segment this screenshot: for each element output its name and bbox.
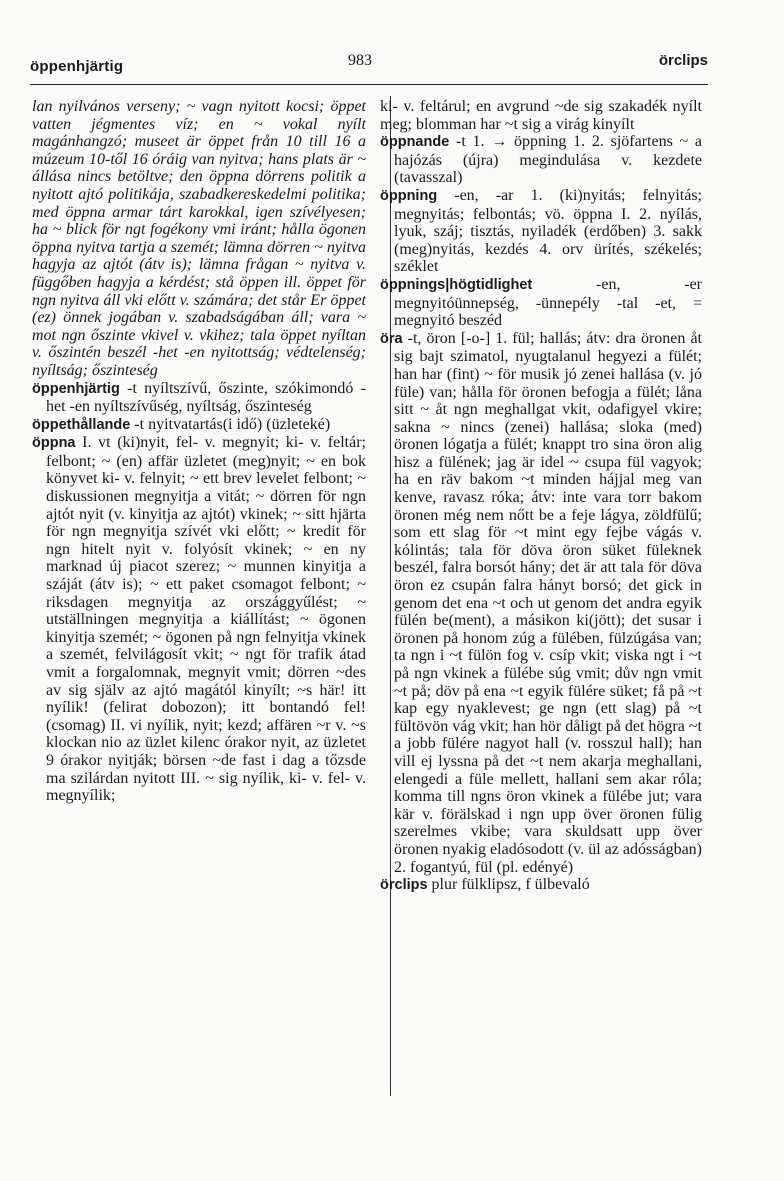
header-rule <box>30 84 708 85</box>
entry-body: -t, öron [-o-] 1. fül; hallás; átv: dra öronen åt sig bajt szimatol, nyugtalanul hegyezi a fülét; han har (fint) ~ för musik jó zenei hallása (v. jó füle) van; hålla för öronen befogja a fülét; låna sitt ~ åt ngn meghallgat vkit, odafigyel vkire; sakna ~ nincs (zenei) hallása; sloka (med) öronen lógatja a fülét; knappt tro sina öron alig hisz a fülének; jag är idel ~ csupa fül vagyok; ha en räv bakom ~t minden hájjal meg van kenve, ravasz róka; átv: inte vara torr bakom öronen még nem nőtt be a feje lágya, zöldfülű; som ett slag för ~t mint egy fejbe vágás v. kólintás; tala för döva öron süket füleknek beszél, falra borsót hány; det är att tala för döva öron ez csupán falra hányt borsó; det gick in genom det ena ~t och ut genom det andra egyik fülén be(ment), a másikon ki(jött); det susar i öronen på honom zúg a fülében, fülzúgása van; ta ngn i ~t fülön fog v. csíp vkit; viska ngt i ~t på ngn vkinek a fülébe súg vmit; dův ngn vmit ~t på; döv på ena ~t egyik fülére süket; få på ~t kap egy nyaklevest; ge ngn (ett slag) på ~t fültövön vág vkit; han hör dåligt på det högra ~t a jobb fülére nagyot hall (v. rosszul hall); han vill ej lyssna på det ~t nem akarja meghallani, elengedi a füle mellett, hallani sem akar róla; komma till ngns öron vkinek a fülébe jut; vara kär v. förälskad i ngn upp över öronen fülig szerelmes vkibe; vara skuldsatt upp över öronen nyakig eladósodott (v. ül az adósságban) 2. fogantyú, fül (pl. edényé) <box>394 329 702 876</box>
dictionary-entry <box>380 187 702 276</box>
dictionary-entry <box>32 98 366 380</box>
dictionary-entry <box>32 380 366 416</box>
guide-word-right: örclips <box>658 52 708 69</box>
headword: öppethållande <box>32 416 131 433</box>
right-column <box>380 98 702 895</box>
headword: öppning <box>380 187 438 204</box>
page-number: 983 <box>348 52 372 69</box>
headword: öppenhjärtig <box>32 380 120 397</box>
dictionary-entry <box>380 98 702 133</box>
dictionary-entry <box>32 434 366 804</box>
entry-body: -t nyitvatartás(i idő) (üzleteké) <box>134 415 331 433</box>
entry-body: plur fülklipsz, f ülbevaló <box>431 876 590 894</box>
left-column <box>32 98 366 805</box>
entry-body: -t nyíltszívű, őszinte, szókimondó -het -en nyíltszívűség, nyíltság, őszinteség <box>46 379 367 416</box>
dictionary-entry <box>380 133 702 187</box>
headword: öppnings|högtidlighet <box>380 276 533 293</box>
entry-body: I. vt (ki)nyit, fel- v. megnyit; ki- v. feltár; felbont; ~ (en) affär üzletet (meg)nyit; ~ en bok könyvet ki- v. felnyit; ~ ett brev levelet felbont; ~ diskussionen megnyitja a vitát; ~ dörren för ngn ajtót nyit (v. kinyitja az ajtót) vkinek; ~ sitt hjärta för ngn megnyitja szívét vki előtt; ~ kredit för ngn hitelt nyit v. folyósít vkinek; ~ en ny marknad új piacot szerez; ~ munnen kinyitja a száját (átv is); ~ ett paket csomagot felbont; ~ riksdagen megnyitja az országgyűlést; ~ utställningen megnyitja a kiállítást; ~ ögonen kinyitja szemét; ~ ögonen på ngn felnyitja vkinek a szemét, felvilágosít vkit; ~ ngt för trafik átad vmit a forgalomnak, megnyit vmit; dörren ~des av sig själv az ajtó magától kinyílt; ~s här! itt nyílik! (felirat dobozon); itt bontandó fel! (csomag) II. vi nyílik, nyit; kezd; affären ~r v. ~s klockan nio az üzlet kilenc órakor nyit, az üzletet 9 órakor nyitják; börsen ~de fast i dag a tőzsde ma szilárdan nyitott III. ~ sig nyílik, ki- v. fel- v. megnyílik; <box>46 434 366 805</box>
headword: örclips <box>380 877 428 894</box>
dictionary-entry <box>380 276 702 330</box>
headword: öppna <box>32 435 76 452</box>
dictionary-entry <box>32 416 366 435</box>
entry-body: -en, -ar 1. (ki)nyitás; felnyitás; megnyitás; felbontás; vö. öppna I. 2. nyílás, lyuk, száj; tisztás, nyiladék (erdőben) 3. sakk (meg)nyitás, kezdés 4. orv ürítés, székelés; széklet <box>394 186 703 276</box>
entry-body: ki- v. feltárul; en avgrund ~de sig szakadék nyílt meg; blomman har ~t sig a virág kinyílt <box>380 98 702 133</box>
headword: öra <box>380 330 403 347</box>
entry-body: lan nyilvános verseny; ~ vagn nyitott kocsi; öppet vatten jégmentes víz; en ~ vokal nyílt magánhangzó; museet är öppet från 10 till 16 a múzeum 10-től 16 óráig van nyitva; hans plats är ~ állása nincs betöltve; den öppna dörrens politik a nyitott ajtó politikája, szabadkereskedelmi politika; med öppna armar tárt karokkal, igen szívélyesen; ha ~ blick för ngt fogékony vmi iránt; hålla ögonen öppna nyitva tartja a szemét; lämna dörren ~ nyitva hagyja az ajtót (átv is); lämna frågan ~ nyitva v. függőben hagyja a kérdést; stå öppen ill. öppet för ngn nyitva áll vki előtt v. számára; det står Er öppet (ez) önnek jogában v. szabadságában áll; vara ~ mot ngn őszinte vkivel v. vkihez; tala öppet nyíltan v. őszintén beszél -het -en nyitottság; védtelenség; nyíltság; őszinteség <box>32 98 366 379</box>
entry-body: -en, -er megnyitóünnepség, -ünnepély -tal -et, = megnyitó beszéd <box>394 275 702 330</box>
dictionary-entry <box>380 330 702 876</box>
guide-word-left: öppenhjärtig <box>30 58 124 75</box>
entry-body: -t 1. → öppning 1. 2. sjöfartens ~ a hajózás (újra) megindulása v. kezdete (tavasszal) <box>394 133 703 187</box>
headword: öppnande <box>380 134 450 151</box>
dictionary-entry <box>380 876 702 895</box>
page-header <box>30 48 708 78</box>
